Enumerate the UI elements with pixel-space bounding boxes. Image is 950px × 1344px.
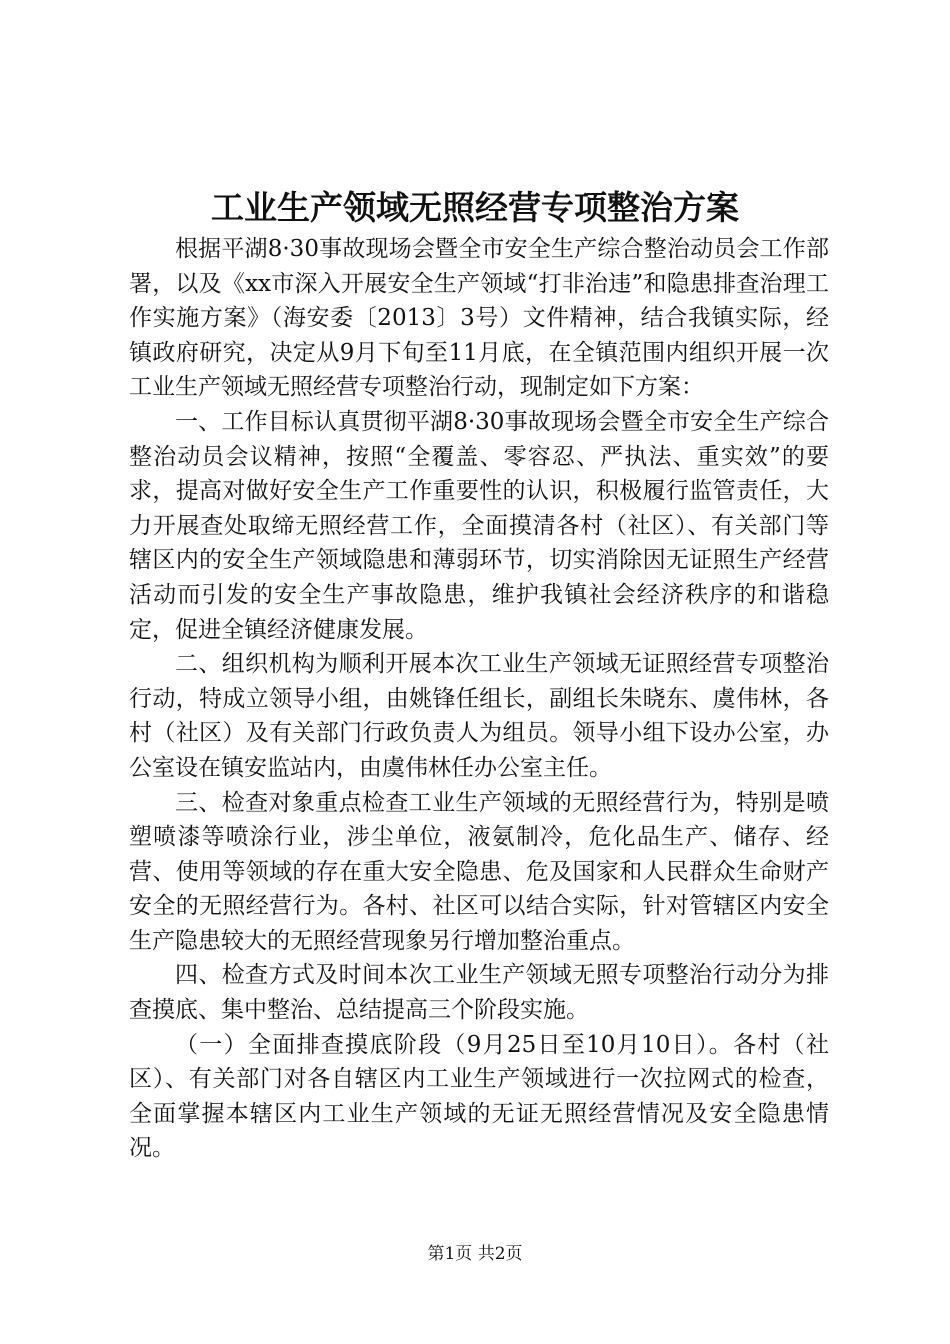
paragraph-intro: 根据平湖8·30事故现场会暨全市安全生产综合整治动员会工作部署，以及《xx市深入开展安全生产领域“打非治违”和隐患排查治理工作实施方案》（海安委〔2013〕3号）文件精神，结合我镇实际，经镇政府研究，决定从9月下旬至11月底，在全镇范围内组织开展一次工业生产领域无照经营专项整治行动，现制定如下方案：	[129, 236, 829, 401]
paragraph-inspection-method: 四、检查方式及时间本次工业生产领域无照专项整治行动分为排查摸底、集中整治、总结提高三个阶段实施。	[129, 962, 829, 1024]
paragraph-organization: 二、组织机构为顺利开展本次工业生产领域无证照经营专项整治行动，特成立领导小组，由姚锋任组长，副组长朱晓东、虞伟林，各村（社区）及有关部门行政负责人为组员。领导小组下设办公室，办公室设在镇安监站内，由虞伟林任办公室主任。	[129, 651, 829, 781]
paragraph-work-goal: 一、工作目标认真贯彻平湖8·30事故现场会暨全市安全生产综合整治动员会议精神，按照“全覆盖、零容忍、严执法、重实效”的要求，提高对做好安全生产工作重要性的认识，积极履行监管责任，大力开展查处取缔无照经营工作，全面摸清各村（社区）、有关部门等辖区内的安全生产领域隐患和薄弱环节，切实消除因无证照生产经营活动而引发的安全生产事故隐患，维护我镇社会经济秩序的和谐稳定，促进全镇经济健康发展。	[129, 408, 829, 643]
document-body	[129, 232, 829, 1166]
paragraph-inspection-targets: 三、检查对象重点检查工业生产领域的无照经营行为，特别是喷塑喷漆等喷涂行业，涉尘单位，液氨制冷，危化品生产、储存、经营、使用等领域的存在重大安全隐患、危及国家和人民群众生命财产安全的无照经营行为。各村、社区可以结合实际，针对管辖区内安全生产隐患较大的无照经营现象另行增加整治重点。	[129, 789, 829, 954]
paragraph-phase-one: （一）全面排查摸底阶段（9月25日至10月10日）。各村（社区）、有关部门对各自辖区内工业生产领域进行一次拉网式的检查，全面掌握本辖区内工业生产领域的无证无照经营情况及安全隐患情况。	[129, 1031, 829, 1162]
document-title: 工业生产领域无照经营专项整治方案	[211, 188, 739, 227]
page-number-footer: 第1页 共2页	[427, 1244, 523, 1264]
